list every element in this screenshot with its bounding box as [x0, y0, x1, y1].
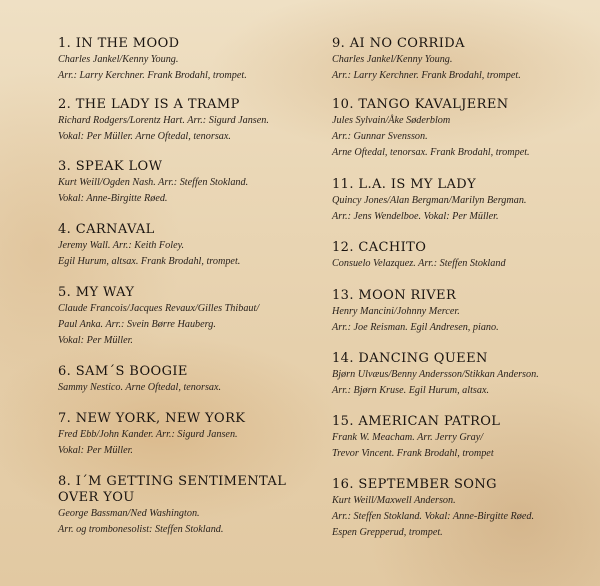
track-title: 7. NEW YORK, NEW YORK — [58, 411, 246, 426]
track-12 — [332, 240, 594, 272]
track-title: 15. AMERICAN PATROL — [332, 414, 501, 429]
track-credit: Henry Mancini/Johnny Mercer. — [332, 306, 460, 317]
track-9 — [332, 36, 594, 84]
track-credit: Egil Hurum, altsax. Frank Brodahl, trompet. — [58, 256, 241, 267]
track-credit: Charles Jankel/Kenny Young. — [332, 54, 453, 65]
track-title: 10. TANGO KAVALJEREN — [332, 97, 509, 112]
track-credit: Paul Anka. Arr.: Svein Børre Hauberg. — [58, 319, 216, 330]
track-4 — [58, 222, 320, 270]
track-16 — [332, 477, 594, 541]
track-credit: Arr.: Larry Kerchner. Frank Brodahl, trompet. — [332, 70, 521, 81]
track-6 — [58, 364, 320, 396]
track-title: 5. MY WAY — [58, 285, 135, 300]
track-credit: Vokal: Per Müller. Arne Oftedal, tenorsax. — [58, 131, 231, 142]
track-1 — [58, 36, 320, 84]
track-credit: Arr.: Steffen Stokland. Vokal: Anne-Birgitte Røed. — [332, 511, 535, 522]
track-credit: Vokal: Per Müller. — [58, 335, 133, 346]
track-credit: Arr.: Larry Kerchner. Frank Brodahl, trompet. — [58, 70, 247, 81]
track-credit: Arr.: Jens Wendelboe. Vokal: Per Müller. — [332, 211, 499, 222]
track-10 — [332, 97, 594, 161]
track-credit: Consuelo Velazquez. Arr.: Steffen Stokland — [332, 258, 506, 269]
track-title: 4. CARNAVAL — [58, 222, 155, 237]
track-credit: Trevor Vincent. Frank Brodahl, trompet — [332, 448, 494, 459]
track-credit: George Bassman/Ned Washington. — [58, 508, 200, 519]
track-title: 11. L.A. IS MY LADY — [332, 177, 477, 192]
track-credit: Kurt Weill/Maxwell Anderson. — [332, 495, 456, 506]
track-title: 3. SPEAK LOW — [58, 159, 163, 174]
track-title: 13. MOON RIVER — [332, 288, 457, 303]
track-credit: Kurt Weill/Ogden Nash. Arr.: Steffen Stokland. — [58, 177, 249, 188]
track-credit: Vokal: Per Müller. — [58, 445, 133, 456]
track-3 — [58, 159, 320, 207]
track-credit: Espen Grepperud, trompet. — [332, 527, 443, 538]
track-5 — [58, 285, 320, 349]
track-title: 1. IN THE MOOD — [58, 36, 180, 51]
track-credit: Jeremy Wall. Arr.: Keith Foley. — [58, 240, 185, 251]
track-credit: Quincy Jones/Alan Bergman/Marilyn Bergman. — [332, 195, 527, 206]
track-credit: Sammy Nestico. Arne Oftedal, tenorsax. — [58, 382, 222, 393]
track-credit: Bjørn Ulvæus/Benny Andersson/Stikkan Anderson. — [332, 369, 539, 380]
track-14 — [332, 351, 594, 399]
track-title: 2. THE LADY IS A TRAMP — [58, 97, 240, 112]
track-credit: Frank W. Meacham. Arr. Jerry Gray/ — [332, 432, 484, 443]
track-credit: Arr. og trombonesolist: Steffen Stokland. — [58, 524, 224, 535]
track-credit: Fred Ebb/John Kander. Arr.: Sigurd Jansen. — [58, 429, 238, 440]
track-2 — [58, 97, 320, 145]
track-title: 12. CACHITO — [332, 240, 427, 255]
track-15 — [332, 414, 594, 462]
track-credit: Arr.: Joe Reisman. Egil Andresen, piano. — [332, 322, 499, 333]
track-7 — [58, 411, 320, 459]
track-13 — [332, 288, 594, 336]
track-credit: Richard Rodgers/Lorentz Hart. Arr.: Sigurd Jansen. — [58, 115, 269, 126]
track-title: 9. AI NO CORRIDA — [332, 36, 465, 51]
track-credit: Jules Sylvain/Åke Søderblom — [332, 115, 451, 126]
track-credit: Charles Jankel/Kenny Young. — [58, 54, 179, 65]
track-title: 16. SEPTEMBER SONG — [332, 477, 497, 492]
track-11 — [332, 177, 594, 225]
track-credit: Arr.: Bjørn Kruse. Egil Hurum, altsax. — [332, 385, 490, 396]
track-title: 6. SAM´S BOOGIE — [58, 364, 188, 379]
track-title: 8. I´M GETTING SENTIMENTAL OVER YOU — [58, 474, 287, 505]
track-title: 14. DANCING QUEEN — [332, 351, 488, 366]
track-credit: Arr.: Gunnar Svensson. — [332, 131, 428, 142]
track-8 — [58, 474, 320, 538]
track-credit: Vokal: Anne-Birgitte Røed. — [58, 193, 168, 204]
track-credit: Claude Francois/Jacques Revaux/Gilles Thibaut/ — [58, 303, 260, 314]
track-credit: Arne Oftedal, tenorsax. Frank Brodahl, trompet. — [332, 147, 530, 158]
